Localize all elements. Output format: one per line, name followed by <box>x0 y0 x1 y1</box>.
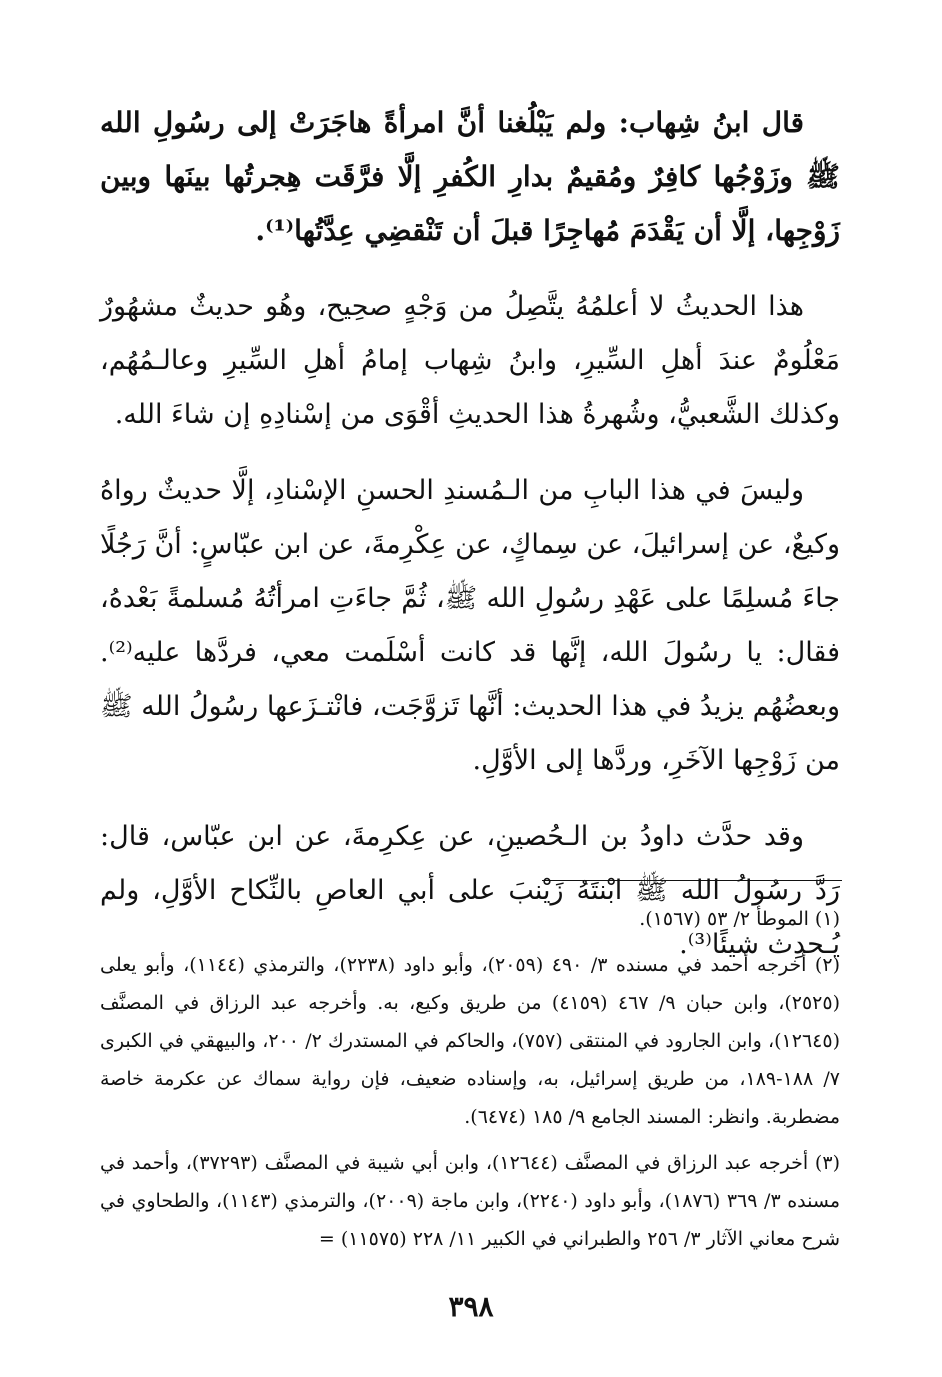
footnote-3: (٣) أخرجه عبد الرزاق في المصنَّف (١٢٦٤٤)، وابن أبي شيبة في المصنَّف (٣٧٢٩٣)، وأحمد في مسنده ٣/ ٣٦٩ (١٨٧٦)، وأبو داود (٢٢٤٠)، وابن ماجة (٢٠٠٩)، والترمذي (١١٤٣)، والطحاوي في شرح معاني الآثار ٣/ ٢٥٦ والطبراني في الكبير ١١/ ٢٢٨ (١١٥٧٥) = <box>100 1152 841 1250</box>
page-number: ٣٩٨ <box>448 1290 494 1323</box>
footnote-separator <box>542 880 842 881</box>
paragraph-dawud-hadith: وقد حدَّث داودُ بن الـحُصينِ، عن عِكرِمةَ، عن ابن عبّاس، قال: رَدَّ رسُولُ الله ﷺ ابْنتَهُ زَيْنبَ على أبي العاصِ بالنِّكاح الأوَّلِ، ولم يُـحدِث شيئًا⁽³⁾. <box>100 821 840 960</box>
paragraph-hadith-commentary: هذا الحديثُ لا أعلمُهُ يتَّصِلُ من وَجْهٍ صحِيح، وهُو حديثٌ مشهُورٌ مَعْلُومٌ عندَ أهلِ السِّيرِ، وابنُ شِهاب إمامُ أهلِ السِّيرِ وعالـمُهُم، وكذلك الشَّعبيُّ، وشُهرةُ هذا الحديثِ أقْوَى من إسْنادِهِ إن شاءَ الله. <box>100 291 840 430</box>
main-text <box>100 96 840 972</box>
main-text-block <box>100 96 840 994</box>
paragraph-musnad-hadith: وليسَ في هذا البابِ من الـمُسندِ الحسنِ الإسْنادِ، إلَّا حديثٌ رواهُ وكيعٌ، عن إسرائيلَ، عن سِماكٍ، عن عِكْرِمةَ، عن ابن عبّاسٍ: أنَّ رَجُلًا جاءَ مُسلِمًا على عَهْدِ رسُولِ الله ﷺ، ثُمَّ جاءَتِ امرأتُهُ مُسلمةً بَعْدهُ، فقال: يا رسُولَ الله، إنَّها قد كانت أسْلَمت معي، فردَّها عليه⁽²⁾. وبعضُهُم يزيدُ في هذا الحديث: أنَّها تَزوَّجَت، فانْتـزَعها رسُولُ الله ﷺ من زَوْجِها الآخَرِ، وردَّها إلى الأوَّلِ. <box>100 475 840 776</box>
footnote-2: (٢) أخرجه أحمد في مسنده ٣/ ٤٩٠ (٢٠٥٩)، وأبو داود (٢٢٣٨)، والترمذي (١١٤٤)، وأبو يعلى (٢٥٢٥)، وابن حبان ٩/ ٤٦٧ (٤١٥٩) من طريق وكيع، به. وأخرجه عبد الرزاق في المصنَّف (١٢٦٤٥)، وابن الجارود في المنتقى (٧٥٧)، والحاكم في المستدرك ٢/ ٢٠٠، والبيهقي في الكبرى ٧/ ١٨٨-١٨٩، من طريق إسرائيل، به، وإسناده ضعيف، فإن رواية سماك عن عكرمة خاصة مضطربة. وانظر: المسند الجامع ٩/ ١٨٥ (٦٤٧٤). <box>100 954 840 1128</box>
footnotes <box>100 900 840 1266</box>
paragraph-ibn-shihab: قال ابنُ شِهاب: ولم يَبْلُغنا أنَّ امرأةً هاجَرَتْ إلى رسُولِ الله ﷺ وزَوْجُها كافِرٌ ومُقيمٌ بدارِ الكُفرِ إلَّا فرَّقَت هِجرتُها بينَها وبين زَوْجِها، إلَّا أن يَقْدَمَ مُهاجِرًا قبلَ أن تَنْقضِي عِدَّتُها⁽¹⁾. <box>100 106 840 247</box>
footnote-1: (١) الموطأ ٢/ ٥٣ (١٥٦٧). <box>639 908 840 930</box>
